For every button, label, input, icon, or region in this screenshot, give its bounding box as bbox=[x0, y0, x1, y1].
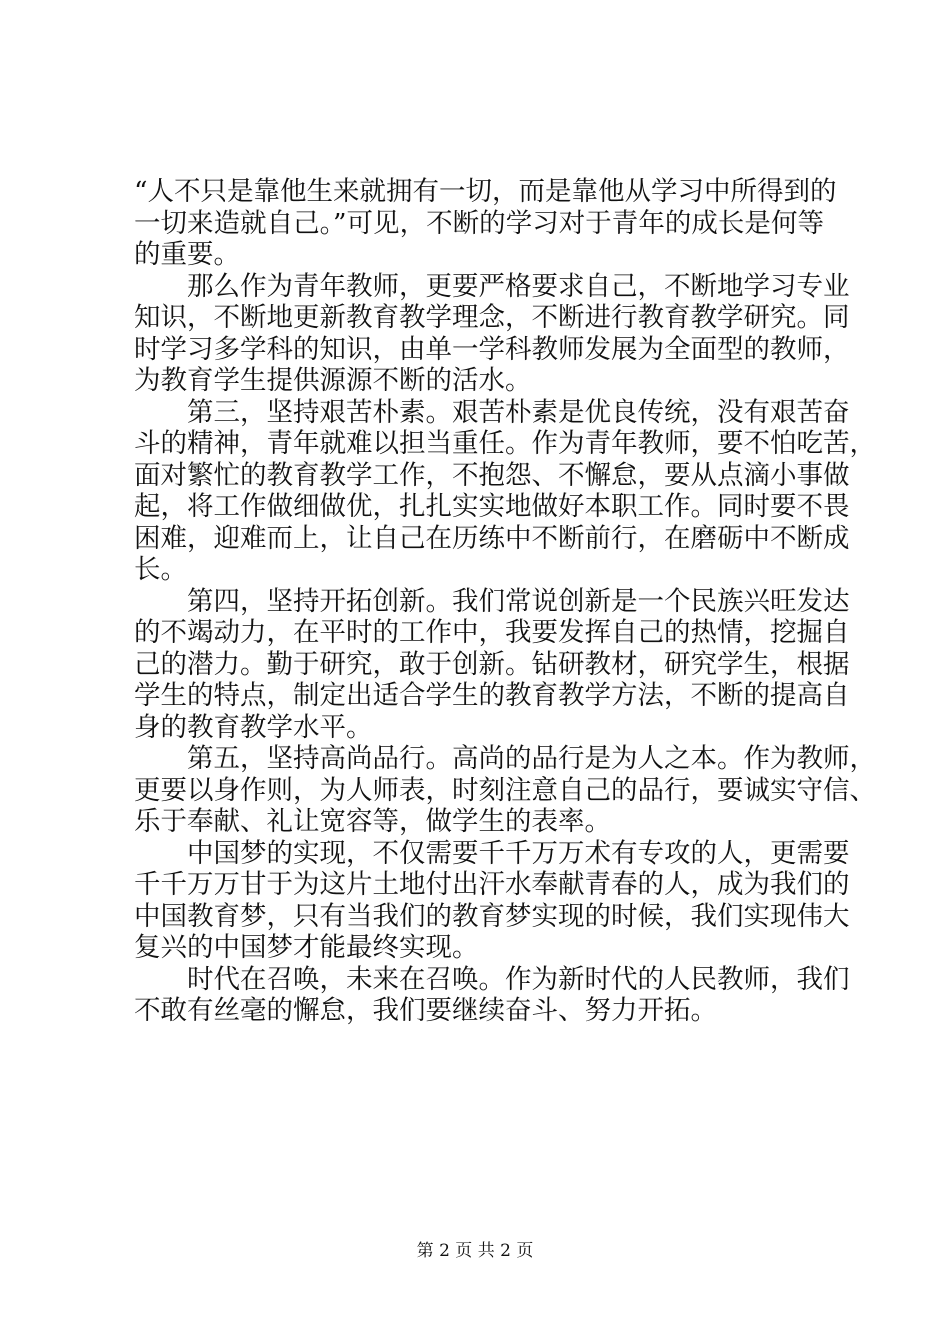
paragraph bbox=[134, 270, 850, 397]
text-line: 那么作为青年教师，更要严格要求自己，不断地学习专业 bbox=[187, 270, 850, 302]
text-line: 不敢有丝毫的懈怠，我们要继续奋斗、努力开拓。 bbox=[134, 995, 717, 1026]
paragraph bbox=[134, 963, 850, 1027]
text-line: 身的教育教学水平。 bbox=[134, 711, 373, 743]
text-line: 学生的特点，制定出适合学生的教育教学方法，不断的提高自 bbox=[134, 680, 850, 711]
paragraph bbox=[134, 176, 837, 271]
text-line: 面对繁忙的教育教学工作，不抱怨、不懈怠，要从点滴小事做 bbox=[134, 459, 850, 491]
paragraph bbox=[134, 396, 876, 586]
text-line: 的不竭动力，在平时的工作中，我要发挥自己的热情，挖掘自 bbox=[134, 617, 850, 648]
text-line: 的重要。 bbox=[134, 239, 240, 270]
text-line: 复兴的中国梦才能最终实现。 bbox=[134, 932, 479, 963]
text-line: 第五，坚持高尚品行。高尚的品行是为人之本。作为教师， bbox=[187, 743, 876, 774]
text-line: 己的潜力。勤于研究，敢于创新。钻研教材，研究学生，根据 bbox=[134, 648, 850, 680]
text-line: 知识，不断地更新教育教学理念，不断进行教育教学研究。同 bbox=[134, 302, 850, 333]
text-line: “人不只是靠他生来就拥有一切，而是靠他从学习中所得到的 bbox=[134, 176, 837, 207]
text-line: 中国教育梦，只有当我们的教育梦实现的时候，我们实现伟大 bbox=[134, 900, 850, 932]
paragraph bbox=[134, 743, 876, 838]
document-body bbox=[134, 176, 876, 1027]
text-line: 起，将工作做细做优，扎扎实实地做好本职工作。同时要不畏 bbox=[134, 491, 850, 522]
paragraph bbox=[134, 585, 850, 744]
text-line: 第三，坚持艰苦朴素。艰苦朴素是优良传统，没有艰苦奋 bbox=[187, 396, 850, 428]
text-line: 乐于奉献、礼让宽容等，做学生的表率。 bbox=[134, 806, 611, 837]
text-line: 困难，迎难而上，让自己在历练中不断前行，在磨砺中不断成 bbox=[134, 522, 850, 554]
text-line: 更要以身作则，为人师表，时刻注意自己的品行，要诚实守信、 bbox=[134, 774, 876, 806]
text-line: 时学习多学科的知识，由单一学科教师发展为全面型的教师， bbox=[134, 333, 850, 365]
text-line: 斗的精神，青年就难以担当重任。作为青年教师，要不怕吃苦， bbox=[134, 428, 876, 459]
text-line: 为教育学生提供源源不断的活水。 bbox=[134, 365, 532, 396]
paragraph bbox=[134, 837, 850, 964]
text-line: 一切来造就自己。”可见，不断的学习对于青年的成长是何等 bbox=[134, 207, 824, 239]
text-line: 时代在召唤，未来在召唤。作为新时代的人民教师，我们 bbox=[187, 963, 850, 995]
text-line: 中国梦的实现，不仅需要千千万万术有专攻的人，更需要 bbox=[187, 837, 850, 869]
text-line: 千千万万甘于为这片土地付出汗水奉献青春的人，成为我们的 bbox=[134, 869, 850, 900]
text-line: 第四，坚持开拓创新。我们常说创新是一个民族兴旺发达 bbox=[187, 585, 850, 617]
text-line: 长。 bbox=[134, 554, 187, 585]
page-number-footer: 第 2 页 共 2 页 bbox=[416, 1241, 534, 1261]
